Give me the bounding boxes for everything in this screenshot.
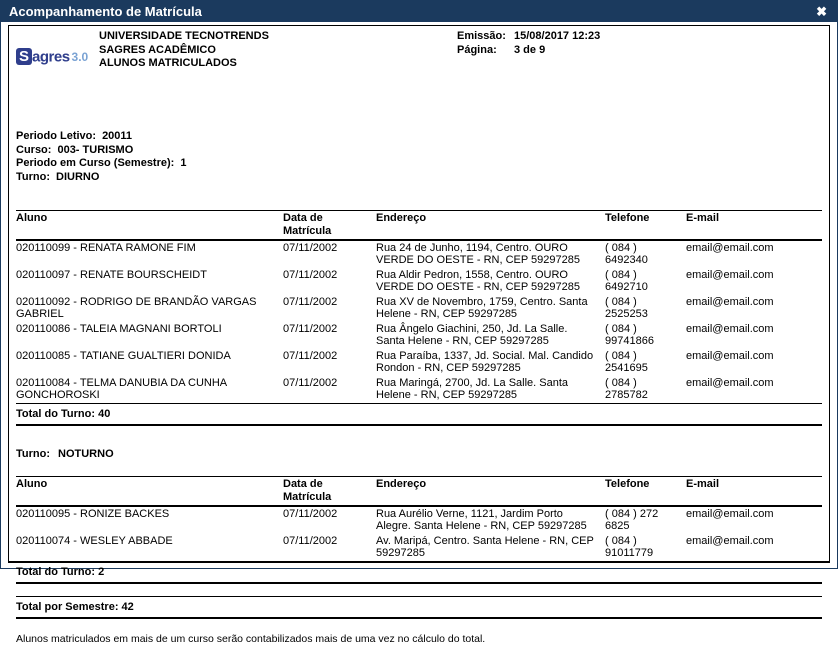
report-title: ALUNOS MATRICULADOS xyxy=(99,57,237,69)
cell-endereco: Rua Paraíba, 1337, Jd. Social. Mal. Candido Rondon - RN, CEP 59297285 xyxy=(376,350,594,374)
org-line-system: SAGRES ACADÊMICO xyxy=(99,43,216,56)
cell-telefone: ( 084 ) 99741866 xyxy=(605,323,654,347)
table-row xyxy=(16,295,822,322)
header-aluno: Aluno xyxy=(16,478,48,490)
cell-data-matricula: 07/11/2002 xyxy=(283,242,338,254)
header-endereco: Endereço xyxy=(376,478,427,490)
cell-telefone: ( 084 ) 6492710 xyxy=(605,269,648,293)
total-turno-noturno: Total do Turno: 2 xyxy=(16,562,822,584)
cell-aluno: 020110086 - TALEIA MAGNANI BORTOLI xyxy=(16,323,222,335)
table-row xyxy=(16,349,822,376)
cell-data-matricula: 07/11/2002 xyxy=(283,508,338,520)
cell-endereco: Rua 24 de Junho, 1194, Centro. OURO VERDE DO OESTE - RN, CEP 59297285 xyxy=(376,242,580,266)
table-row xyxy=(16,534,822,561)
sagres-logo xyxy=(16,48,88,66)
header-data-matricula: Data de Matrícula xyxy=(283,212,332,237)
pagina-label: Página: xyxy=(457,43,497,56)
table-row xyxy=(16,241,822,268)
cell-telefone: ( 084 ) 91011779 xyxy=(605,535,654,559)
titlebar xyxy=(1,1,837,22)
diurno-table xyxy=(16,210,822,426)
cell-aluno: 020110085 - TATIANE GUALTIERI DONIDA xyxy=(16,350,231,362)
cell-data-matricula: 07/11/2002 xyxy=(283,269,338,281)
header-aluno: Aluno xyxy=(16,212,48,224)
cell-email: email@email.com xyxy=(686,323,774,335)
cell-data-matricula: 07/11/2002 xyxy=(283,535,338,547)
noturno-table xyxy=(16,476,822,584)
periodo-letivo-value: 20011 xyxy=(102,130,133,142)
cell-aluno: 020110092 - RODRIGO DE BRANDÃO VARGAS GABRIEL xyxy=(16,296,257,320)
cell-email: email@email.com xyxy=(686,377,774,389)
cell-endereco: Rua Maringá, 2700, Jd. La Salle. Santa Helene - RN, CEP 59297285 xyxy=(376,377,569,401)
emission-block xyxy=(457,30,600,57)
header-data-matricula: Data de Matrícula xyxy=(283,478,332,503)
pagina-value: 3 de 9 xyxy=(514,43,546,56)
cell-email: email@email.com xyxy=(686,242,774,254)
sagres-logo-version: 3.0 xyxy=(71,49,89,64)
cell-aluno: 020110097 - RENATE BOURSCHEIDT xyxy=(16,269,207,281)
turno-noturno-heading xyxy=(16,448,822,460)
cell-email: email@email.com xyxy=(686,269,774,281)
header-telefone: Telefone xyxy=(605,478,650,490)
cell-aluno: 020110095 - RONIZE BACKES xyxy=(16,508,170,520)
turno-noturno-value: NOTURNO xyxy=(58,448,114,460)
total-turno-diurno: Total do Turno: 40 xyxy=(16,404,822,426)
cell-data-matricula: 07/11/2002 xyxy=(283,323,338,335)
table-header-row xyxy=(16,476,822,507)
filters-block xyxy=(16,130,822,184)
emissao-label: Emissão: xyxy=(457,30,506,42)
table-row xyxy=(16,376,822,403)
cell-aluno: 020110099 - RENATA RAMONE FIM xyxy=(16,242,196,254)
cell-email: email@email.com xyxy=(686,350,774,362)
curso-value: 003- TURISMO xyxy=(57,143,134,156)
curso-label: Curso: xyxy=(16,143,52,156)
cell-telefone: ( 084 ) 2525253 xyxy=(605,296,648,320)
footnote: Alunos matriculados em mais de um curso serão contabilizados mais de uma vez no cálculo do total. xyxy=(16,633,486,645)
cell-email: email@email.com xyxy=(686,508,774,520)
cell-aluno: 020110084 - TELMA DANUBIA DA CUNHA GONCHOROSKI xyxy=(16,377,227,401)
header-telefone: Telefone xyxy=(605,212,650,224)
cell-data-matricula: 07/11/2002 xyxy=(283,350,338,362)
table-row xyxy=(16,322,822,349)
report-page xyxy=(8,25,830,645)
periodo-curso-label: Periodo em Curso (Semestre): xyxy=(16,157,175,169)
org-line-university: UNIVERSIDADE TECNOTRENDS xyxy=(99,30,269,42)
header-endereco: Endereço xyxy=(376,212,427,224)
sagres-logo-s: S xyxy=(16,48,32,65)
cell-email: email@email.com xyxy=(686,535,774,547)
turno-diurno-value: DIURNO xyxy=(56,170,100,183)
periodo-letivo-label: Periodo Letivo: xyxy=(16,130,97,142)
report-header xyxy=(16,26,822,106)
table-row xyxy=(16,268,822,295)
cell-telefone: ( 084 ) 6492340 xyxy=(605,242,648,266)
cell-data-matricula: 07/11/2002 xyxy=(283,296,338,308)
cell-telefone: ( 084 ) 2541695 xyxy=(605,350,648,374)
header-email: E-mail xyxy=(686,212,720,224)
org-block xyxy=(99,30,269,71)
turno-diurno-label: Turno: xyxy=(16,170,51,183)
cell-endereco: Rua Aldir Pedron, 1558, Centro. OURO VERDE DO OESTE - RN, CEP 59297285 xyxy=(376,269,580,293)
cell-endereco: Rua XV de Novembro, 1759, Centro. Santa Helene - RN, CEP 59297285 xyxy=(376,296,588,320)
cell-aluno: 020110074 - WESLEY ABBADE xyxy=(16,535,173,547)
cell-email: email@email.com xyxy=(686,296,774,308)
table-header-row xyxy=(16,210,822,241)
cell-endereco: Rua Ângelo Giachini, 250, Jd. La Salle. Santa Helene - RN, CEP 59297285 xyxy=(376,323,568,347)
cell-endereco: Av. Maripá, Centro. Santa Helene - RN, CEP 59297285 xyxy=(376,535,594,559)
turno-noturno-label: Turno: xyxy=(16,448,51,460)
cell-telefone: ( 084 ) 2785782 xyxy=(605,377,648,401)
total-semestre: Total por Semestre: 42 xyxy=(16,596,822,619)
header-email: E-mail xyxy=(686,478,720,490)
close-icon[interactable]: ✖ xyxy=(816,4,827,19)
cell-data-matricula: 07/11/2002 xyxy=(283,377,338,389)
table-row xyxy=(16,507,822,534)
sagres-logo-text: agres xyxy=(32,48,70,66)
cell-endereco: Rua Aurélio Verne, 1121, Jardim Porto Alegre. Santa Helene - RN, CEP 59297285 xyxy=(376,508,587,532)
emissao-value: 15/08/2017 12:23 xyxy=(514,30,601,42)
window-title: Acompanhamento de Matrícula xyxy=(9,4,202,19)
cell-telefone: ( 084 ) 272 6825 xyxy=(605,508,659,532)
periodo-curso-value: 1 xyxy=(180,157,187,169)
